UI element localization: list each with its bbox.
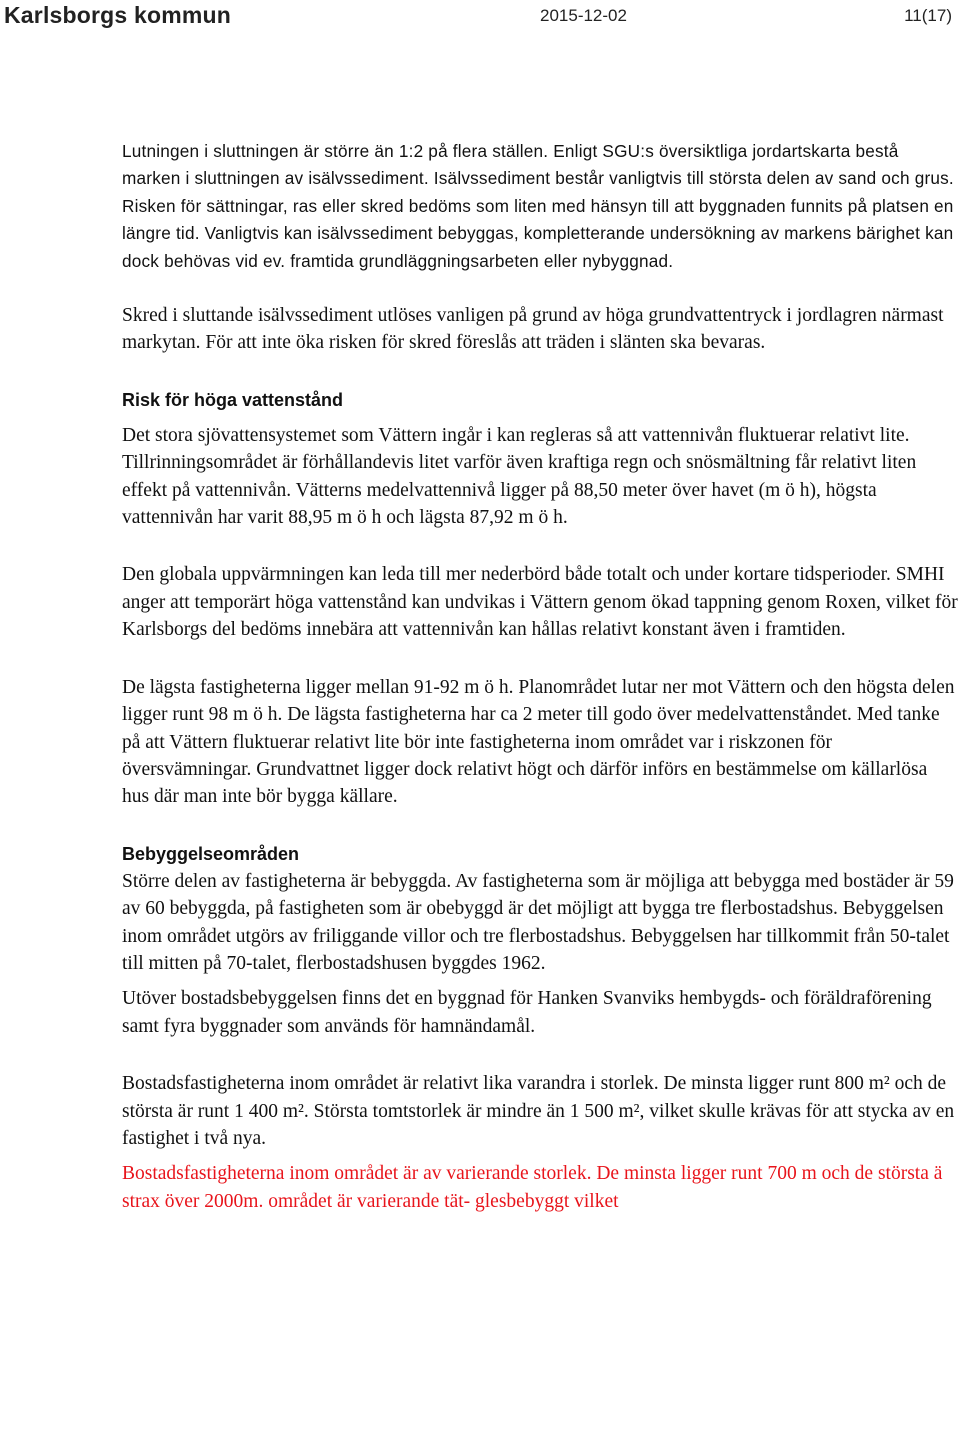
municipality-logo: Karlsborgs kommun: [4, 2, 232, 28]
paragraph-water-system: Det stora sjövattensystemet som Vättern ingår i kan regleras så att vattennivån fluktuerar relativt lite. Tillrinningsområdet är förhållandevis litet varför även kraftiga regn och snösmältning får relativt liten effekt på vattennivån. Vätterns medelvattennivå ligger på 88,50 meter över havet (m ö h), högsta vattennivån har varit 88,95 m ö h och lägsta 87,92 m ö h.: [122, 424, 917, 529]
heading-built-areas: Bebyggelseområden: [122, 843, 300, 864]
paragraph-revision-note: Bostadsfastigheterna inom området är av varierande storlek. De minsta ligger runt 700 m och de största ä strax över 2000m. området är varierande tät- glesbebyggt vilket: [122, 1163, 943, 1212]
paragraph-property-size: Bostadsfastigheterna inom området är relativt lika varandra i storlek. De minsta ligger runt 800 m² och de största är runt 1 400 m². Största tomtstorlek är mindre än 1 500 m², vilket skulle krävas för att stycka av en fastighet i två nya.: [122, 1073, 955, 1149]
page-header: [0, 0, 960, 40]
paragraph-lowest-properties: De lägsta fastigheterna ligger mellan 91-92 m ö h. Planområdet lutar ner mot Vättern och den högsta delen ligger runt 98 m ö h. De lägsta fastigheterna har ca 2 meter till godo över medelvattenståndet. Med tanke på att Vättern fluktuerar relativt lite bör inte fastigheterna inom området var i riskzonen för översvämningar. Grundvattnet ligger dock relativt högt och därför införs en bestämmelse om källarlösa hus där man inte bör bygga källare.: [122, 676, 955, 808]
paragraph-slope: Lutningen i sluttningen är större än 1:2 på flera ställen. Enligt SGU:s översiktliga jordartskarta bestå marken i sluttningen av isälvssediment. Isälvssediment består vanligtvis till största delen av sand och grus. Risken för sättningar, ras eller skred bedöms som liten med hänsyn till att byggnaden funnits på platsen en längre tid. Vanligtvis kan isälvssediment bebyggas, kompletterande undersökning av markens bärighet kan dock behövas vid ev. framtida grundläggningsarbeten eller nybyggnad.: [122, 141, 954, 271]
page-number: 11(17): [904, 6, 952, 25]
heading-high-water: Risk för höga vattenstånd: [122, 389, 344, 410]
document-body: [122, 138, 958, 1215]
document-date: 2015-12-02: [540, 6, 627, 25]
paragraph-built-properties: Större delen av fastigheterna är bebyggda. Av fastigheterna som är möjliga att bebygga med bostäder är 59 av 60 bebyggda, på fastigheten som är obebyggd är det möjligt att bygga tre flerbostadshus. Bebyggelsen inom området utgörs av friliggande villor och tre flerbostadshus. Bebyggelsen har tillkommit från 50-talet till mitten på 70-talet, flerbostadshusen byggdes 1962.: [122, 870, 954, 974]
paragraph-climate: Den globala uppvärmningen kan leda till mer nederbörd både totalt och under kortare tidsperioder. SMHI anger att temporärt höga vattenstånd kan undvikas i Vättern genom ökad tappning genom Roxen, vilket för Karlsborgs del bedöms innebära att vattennivån kan hållas relativt konstant även i framtiden.: [122, 564, 958, 641]
paragraph-other-buildings: Utöver bostadsbebyggelsen finns det en byggnad för Hanken Svanviks hembygds- och föräldraförening samt fyra byggnader som används för hamnändamål.: [122, 988, 932, 1037]
paragraph-landslide: Skred i sluttande isälvssediment utlöses vanligen på grund av höga grundvattentryck i jordlagren närmast markytan. För att inte öka risken för skred föreslås att träden i slänten ska bevaras.: [122, 305, 944, 354]
